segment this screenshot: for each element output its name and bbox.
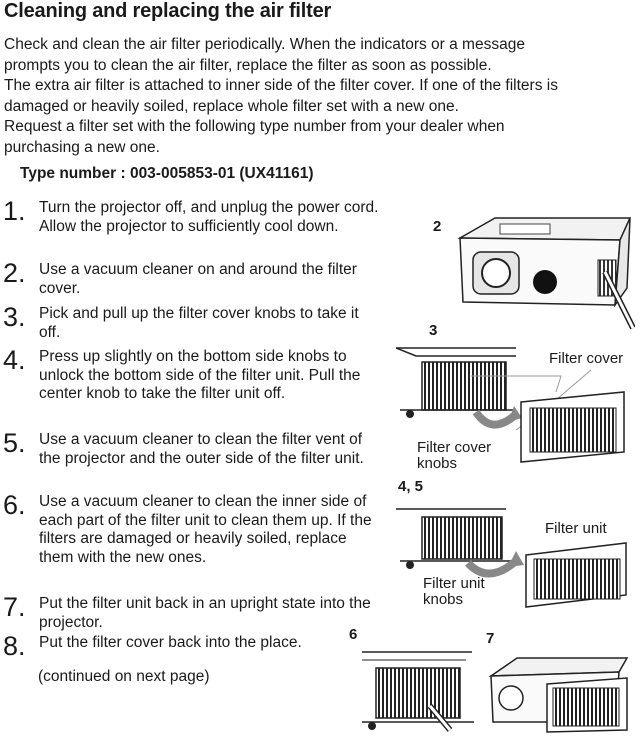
filter-unit-label: Filter unit [545, 520, 607, 537]
cover-reattach-illustration [487, 650, 633, 734]
intro-line: prompts you to clean the air filter, replace the filter as soon as possible. [4, 56, 492, 74]
step-number: 2. [3, 258, 26, 288]
type-number: Type number : 003-005853-01 (UX41161) [20, 165, 314, 182]
intro-line: Check and clean the air filter periodically. When the indicators or a message [4, 36, 525, 53]
step-number: 3. [3, 302, 26, 332]
intro-line: The extra air filter is attached to inner side of the filter cover. If one of the filters is [4, 77, 558, 94]
step-text: Put the filter unit back in an upright state into the projector. [39, 595, 371, 631]
figure-45-label: 4, 5 [398, 478, 424, 495]
intro-line: damaged or heavily soiled, replace whole filter set with a new one. [4, 97, 459, 115]
figure-6-label: 6 [349, 626, 358, 643]
projector-vacuum-illustration [455, 210, 635, 330]
step-text: Use a vacuum cleaner on and around the filter cover. [39, 261, 357, 297]
filter-cover-knobs-label-line2: knobs [417, 455, 458, 472]
filter-unit-knobs-label-line1: Filter unit [423, 575, 485, 592]
step-number: 5. [3, 428, 26, 458]
step-text: Turn the projector off, and unplug the power cord. Allow the projector to sufficiently cool down. [39, 199, 379, 235]
intro-paragraph [4, 35, 634, 158]
step-text: Put the filter cover back into the place. [39, 634, 302, 651]
figure-7-label: 7 [486, 630, 495, 647]
step-number: 4. [3, 345, 26, 375]
intro-line: Request a filter set with the following type number from your dealer when [4, 118, 505, 135]
filter-unit-knobs-label-line2: knobs [423, 591, 464, 608]
step-number: 8. [3, 631, 26, 661]
step-number: 7. [3, 592, 26, 622]
filter-cover-illustration [396, 340, 630, 470]
step-text: Use a vacuum cleaner to clean the inner side of each part of the filter unit to clean them up. If the filters are damaged or heavily soiled, replace them with the new ones. [39, 493, 372, 566]
step-text: Press up slightly on the bottom side knobs to unlock the bottom side of the filter unit. Pull the center knob to take the filter unit off. [39, 348, 361, 402]
filter-cover-knobs-label-line1: Filter cover [417, 439, 492, 456]
page-title: Cleaning and replacing the air filter [4, 0, 332, 22]
step-text: Pick and pull up the filter cover knobs to take it off. [39, 305, 359, 341]
continued-note: (continued on next page) [38, 668, 210, 685]
figure-3-label: 3 [429, 322, 438, 339]
filter-cover-label: Filter cover [549, 350, 624, 367]
step-number: 6. [3, 490, 26, 520]
intro-line: purchasing a new one. [4, 138, 160, 156]
figure-2-label: 2 [433, 218, 442, 235]
filter-reinsert-illustration [362, 646, 480, 734]
step-text: Use a vacuum cleaner to clean the filter vent of the projector and the outer side of the filter unit. [39, 431, 364, 467]
step-number: 1. [3, 196, 26, 226]
filter-unit-illustration [396, 497, 630, 612]
